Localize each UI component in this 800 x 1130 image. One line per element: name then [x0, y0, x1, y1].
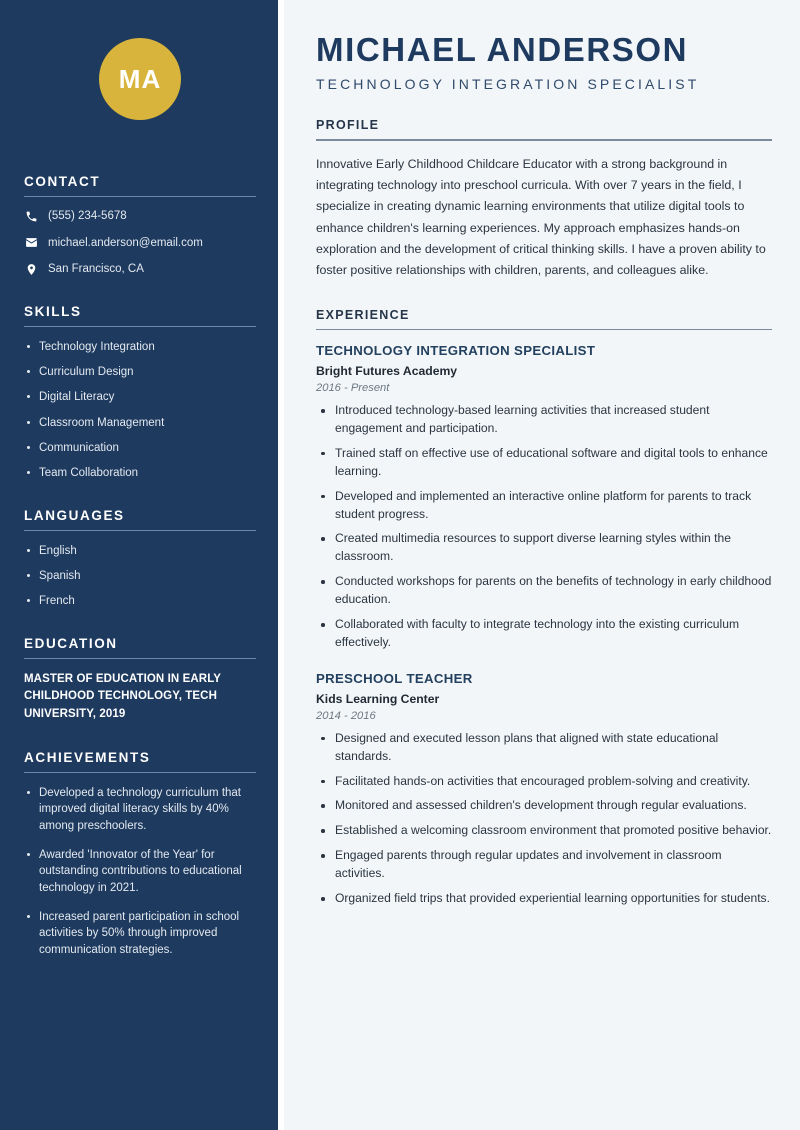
list-item: Spanish	[24, 568, 256, 584]
list-item: Organized field trips that provided experiential learning opportunities for students.	[316, 890, 772, 908]
experience-section	[316, 308, 772, 908]
skills-heading: SKILLS	[24, 303, 82, 319]
contact-phone-row[interactable]	[24, 209, 256, 225]
list-item: Designed and executed lesson plans that aligned with state educational standards.	[316, 730, 772, 766]
job-role-subtitle: TECHNOLOGY INTEGRATION SPECIALIST	[316, 75, 700, 92]
list-item: Increased parent participation in school activities by 50% through improved communication strategies.	[24, 909, 256, 958]
job-title: PRESCHOOL TEACHER	[316, 670, 473, 686]
list-item: French	[24, 593, 256, 609]
list-item: Awarded 'Innovator of the Year' for outstanding contributions to educational technology in 2021.	[24, 847, 256, 896]
job-company: Kids Learning Center	[316, 691, 440, 706]
list-item: Developed a technology curriculum that improved digital literacy skills by 40% among preschoolers.	[24, 785, 256, 834]
languages-section	[24, 508, 256, 610]
experience-divider	[316, 329, 772, 331]
envelope-icon	[24, 236, 38, 250]
education-entry: MASTER OF EDUCATION IN EARLY CHILDHOOD TECHNOLOGY, TECH UNIVERSITY, 2019	[24, 672, 221, 721]
sidebar	[0, 0, 278, 1130]
avatar-initials: MA	[99, 38, 181, 120]
contact-email-value: michael.anderson@email.com	[48, 236, 203, 249]
location-pin-icon	[24, 262, 38, 276]
list-item: English	[24, 543, 256, 559]
experience-entry	[316, 343, 772, 652]
job-dates: 2014 - 2016	[316, 709, 376, 722]
achievements-heading: ACHIEVEMENTS	[24, 749, 151, 765]
contact-location-value: San Francisco, CA	[48, 263, 144, 276]
list-item: Trained staff on effective use of educational software and digital tools to enhance learning.	[316, 445, 772, 481]
skills-list	[24, 339, 256, 482]
avatar-container	[24, 0, 256, 130]
list-item: Monitored and assessed children's development through regular evaluations.	[316, 797, 772, 815]
education-divider	[24, 658, 256, 659]
skills-divider	[24, 326, 256, 327]
list-item: Engaged parents through regular updates and involvement in classroom activities.	[316, 847, 772, 883]
achievements-divider	[24, 772, 256, 773]
education-section	[24, 636, 256, 724]
list-item: Introduced technology-based learning activities that increased student engagement and participation.	[316, 402, 772, 438]
list-item: Technology Integration	[24, 339, 256, 355]
list-item: Team Collaboration	[24, 465, 256, 481]
job-title: TECHNOLOGY INTEGRATION SPECIALIST	[316, 343, 596, 359]
languages-heading: LANGUAGES	[24, 507, 125, 523]
list-item: Facilitated hands-on activities that encouraged problem-solving and creativity.	[316, 773, 772, 791]
profile-text: Innovative Early Childhood Childcare Educator with a strong background in integrating technology into preschool curricula. With over 7 years in the field, I specialize in creating dynamic learning environments that utilize digital tools to enhance children's learning experiences. My approach emphasizes hands-on exploration and the development of critical thinking skills. I have a proven ability to foster positive relationships with children, parents, and colleagues alike.	[316, 156, 766, 278]
contact-phone-value: (555) 234-5678	[48, 210, 127, 222]
list-item: Classroom Management	[24, 415, 256, 431]
job-bullet-list	[316, 402, 772, 652]
contact-email-row[interactable]	[24, 236, 256, 252]
list-item: Created multimedia resources to support diverse learning styles within the classroom.	[316, 530, 772, 566]
contact-section	[24, 174, 256, 278]
job-bullet-list	[316, 730, 772, 908]
contact-location-row[interactable]	[24, 262, 256, 278]
profile-divider	[316, 139, 772, 141]
contact-heading: CONTACT	[24, 174, 101, 189]
list-item: Digital Literacy	[24, 389, 256, 405]
experience-entry	[316, 671, 772, 908]
achievements-list	[24, 785, 256, 958]
list-item: Established a welcoming classroom environment that promoted positive behavior.	[316, 822, 772, 840]
list-item: Communication	[24, 440, 256, 456]
job-company: Bright Futures Academy	[316, 364, 458, 379]
skills-section	[24, 304, 256, 482]
profile-heading: PROFILE	[316, 117, 380, 132]
main-content	[278, 0, 800, 1130]
languages-list	[24, 543, 256, 610]
list-item: Curriculum Design	[24, 364, 256, 380]
contact-divider	[24, 196, 256, 197]
education-heading: EDUCATION	[24, 635, 118, 651]
list-item: Collaborated with faculty to integrate technology into the existing curriculum effectively.	[316, 616, 772, 652]
profile-section	[316, 118, 772, 282]
page-title: MICHAEL ANDERSON	[316, 31, 689, 68]
languages-divider	[24, 530, 256, 531]
phone-icon	[24, 209, 38, 223]
experience-heading: EXPERIENCE	[316, 307, 410, 322]
achievements-section	[24, 750, 256, 958]
list-item: Conducted workshops for parents on the benefits of technology in early childhood education.	[316, 573, 772, 609]
list-item: Developed and implemented an interactive online platform for parents to track student progress.	[316, 488, 772, 524]
job-dates: 2016 - Present	[316, 382, 390, 395]
